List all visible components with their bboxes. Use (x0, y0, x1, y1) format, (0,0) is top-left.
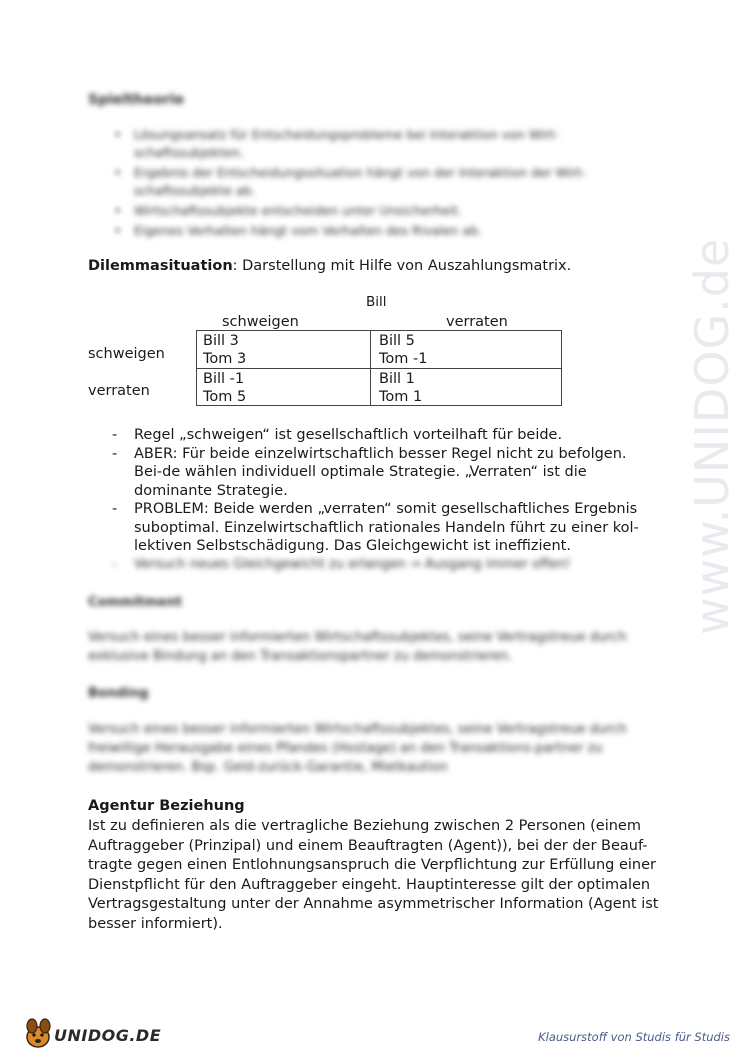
matrix-cell-tom: Tom 5 (203, 389, 247, 405)
matrix-cell-tom: Tom 1 (379, 389, 423, 405)
footer-text: Klausurstoff von Studis für Studis (538, 1030, 730, 1044)
text-line: besser informiert). (88, 915, 223, 932)
text-line: tragte gegen einen Entlohnungsanspruch die Verpflichtung zur Erfüllung einer (88, 857, 656, 873)
matrix-cell (379, 370, 422, 406)
matrix-cell (203, 370, 246, 406)
matrix-divider-horizontal (197, 368, 561, 369)
text-line: Dienstpflicht für den Auftraggeber eingeht. Hauptinteresse gilt der optimalen (88, 876, 651, 893)
section-heading-commitment: Commitment (88, 595, 183, 610)
section-heading-spieltheorie: Spieltheorie (88, 92, 185, 108)
watermark: www.UNIDOG.de (685, 237, 739, 635)
list-item: - Versuch neues Gleichgewicht zu erlangen ⇒ Ausgang immer offen! (112, 556, 657, 575)
logo-text: UNIDOG.DE (54, 1026, 162, 1045)
matrix-column-label-schweigen: schweigen (222, 314, 299, 330)
matrix-cell (203, 332, 246, 368)
section-heading-agentur: Agentur Beziehung (88, 798, 245, 814)
dilemma-description: : Darstellung mit Hilfe von Auszahlungsmatrix. (232, 258, 572, 274)
matrix-cell-tom: Tom -1 (379, 351, 428, 367)
matrix-cell-bill: Bill 5 (379, 333, 415, 349)
list-item: • Eigenes Verhalten hängt vom Verhalten des Rivalen ab. (112, 222, 657, 240)
matrix-column-player: Bill (366, 294, 387, 310)
dilemma-line (88, 257, 571, 277)
list-item: - ABER: Für beide einzelwirtschaftlich besser Regel nicht zu befolgen. Bei-de wählen individuell optimale Strategie. „Verraten“ ist die dominante Strategie. (112, 445, 657, 501)
text-line: Ist zu definieren als die vertragliche Beziehung zwischen 2 Personen (einem (88, 818, 641, 834)
matrix-cell-tom: Tom 3 (203, 351, 247, 367)
bonding-text: Versuch eines besser informierten Wirtschaftssubjektes, seine Vertragstreue durch freiwillige Herausgabe eines Pfandes (Hostage) an den Transaktions-partner zu demonstrieren. Bsp. Geld-zurück-Garantie, Mietkaution (88, 722, 627, 775)
bullet-list (112, 126, 657, 242)
matrix-column-label-verraten: verraten (446, 314, 508, 330)
text-line: Vertragsgestaltung unter der Annahme asymmetrischer Information (Agent ist (88, 896, 659, 912)
dash-list (112, 426, 657, 574)
matrix-cell (379, 332, 427, 368)
matrix-cell-bill: Bill -1 (203, 371, 245, 387)
list-item: • Wirtschaftssubjekte entscheiden unter Unsicherheit. (112, 202, 657, 220)
agentur-text (88, 817, 658, 934)
section-heading-bonding: Bonding (88, 686, 149, 701)
dilemma-term: Dilemmasituation (88, 258, 233, 274)
matrix-row-label-verraten: verraten (88, 383, 150, 399)
list-item: - Regel „schweigen“ ist gesellschaftlich vorteilhaft für beide. (112, 426, 657, 445)
list-item: • Lösungsansatz für Entscheidungsprobleme bei Interaktion von Wirt-schaftssubjekten. (112, 126, 657, 162)
matrix-row-label-schweigen: schweigen (88, 346, 165, 362)
text-line: Auftraggeber (Prinzipal) und einem Beauftragten (Agent)), bei der der Beauf- (88, 837, 648, 854)
commitment-text: Versuch eines besser informierten Wirtschaftssubjektes, seine Vertragstreue durch exklusive Bindung an den Transaktionspartner zu demonstrieren. (88, 630, 627, 664)
list-item: - PROBLEM: Beide werden „verraten“ somit gesellschaftliches Ergebnis suboptimal. Einzelwirtschaftlich rationales Handeln führt zu einer kol-lektiven Selbstschädigung. Das Gleichgewicht ist ineffizient. (112, 500, 657, 556)
matrix-cell-bill: Bill 3 (203, 333, 239, 349)
payoff-matrix (196, 330, 562, 406)
matrix-cell-bill: Bill 1 (379, 371, 415, 387)
list-item: • Ergebnis der Entscheidungssituation hängt von der Interaktion der Wirt-schaftssubjekte ab. (112, 164, 657, 200)
